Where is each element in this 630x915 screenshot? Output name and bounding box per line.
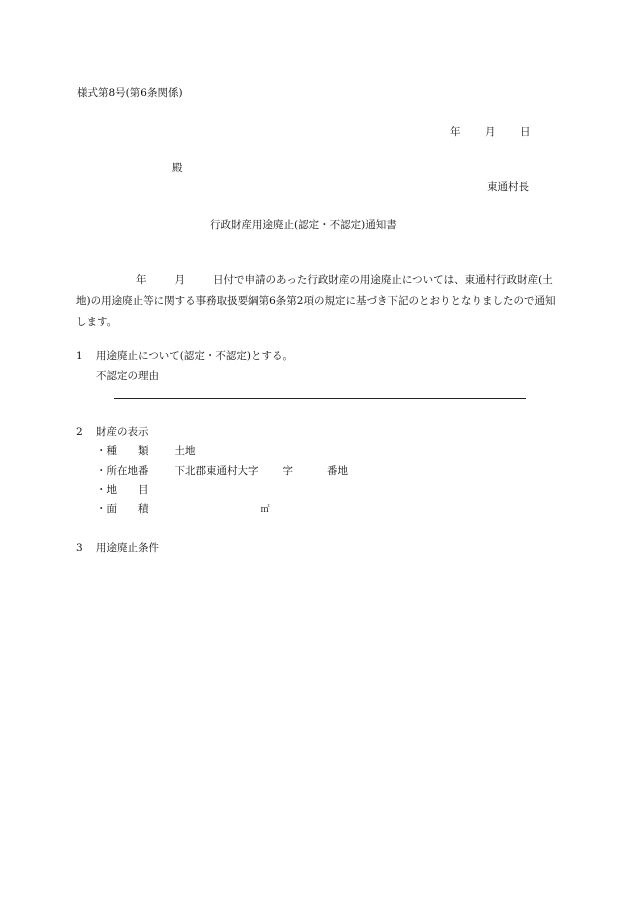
location-aza: 字 xyxy=(282,465,293,477)
item2-number: 2 xyxy=(76,426,83,438)
document-title: 行政財産用途廃止(認定・不認定)通知書 xyxy=(210,219,397,231)
item2-label: 財産の表示 xyxy=(96,426,149,438)
location-prefix: 下北郡東通村大字 xyxy=(174,465,259,477)
body-year: 年 xyxy=(136,274,147,286)
location-banchi: 番地 xyxy=(327,465,348,477)
row-label: 面 積 xyxy=(106,503,149,515)
bullet: ・ xyxy=(96,484,107,496)
row-label: 地 目 xyxy=(106,484,149,496)
body-paragraph xyxy=(76,270,556,333)
form-number: 様式第8号(第6条関係) xyxy=(77,87,183,99)
area-unit: ㎡ xyxy=(260,505,270,515)
date-month: 月 xyxy=(485,126,496,138)
row-label: 所在地番 xyxy=(106,465,149,477)
item1-label: 用途廃止について(認定・不認定)とする。 xyxy=(96,350,293,362)
item3-label: 用途廃止条件 xyxy=(96,542,159,554)
reason-line xyxy=(114,398,526,399)
date-year: 年 xyxy=(450,126,461,138)
row-label: 種 類 xyxy=(106,445,149,457)
addressee-suffix: 殿 xyxy=(172,162,183,174)
item3-number: 3 xyxy=(76,542,83,554)
property-row-type xyxy=(96,444,196,458)
body-text: 日付で申請のあった行政財産の用途廃止については、東通村行政財産(土地)の用途廃止等に関する事務取扱要綱第6条第2項の規定に基づき下記のとおりとなりましたので通知します。 xyxy=(76,274,556,328)
bullet: ・ xyxy=(96,465,107,477)
issuer: 東通村長 xyxy=(487,181,529,193)
bullet: ・ xyxy=(96,445,107,457)
row-value: 土地 xyxy=(174,445,196,457)
property-row-location xyxy=(96,464,348,478)
item1-reason-label: 不認定の理由 xyxy=(96,370,159,382)
date-day: 日 xyxy=(520,126,531,138)
property-row-area xyxy=(96,502,270,517)
property-row-category xyxy=(96,483,149,497)
body-month: 月 xyxy=(174,274,185,286)
bullet: ・ xyxy=(96,503,107,515)
item1-number: 1 xyxy=(76,350,83,362)
